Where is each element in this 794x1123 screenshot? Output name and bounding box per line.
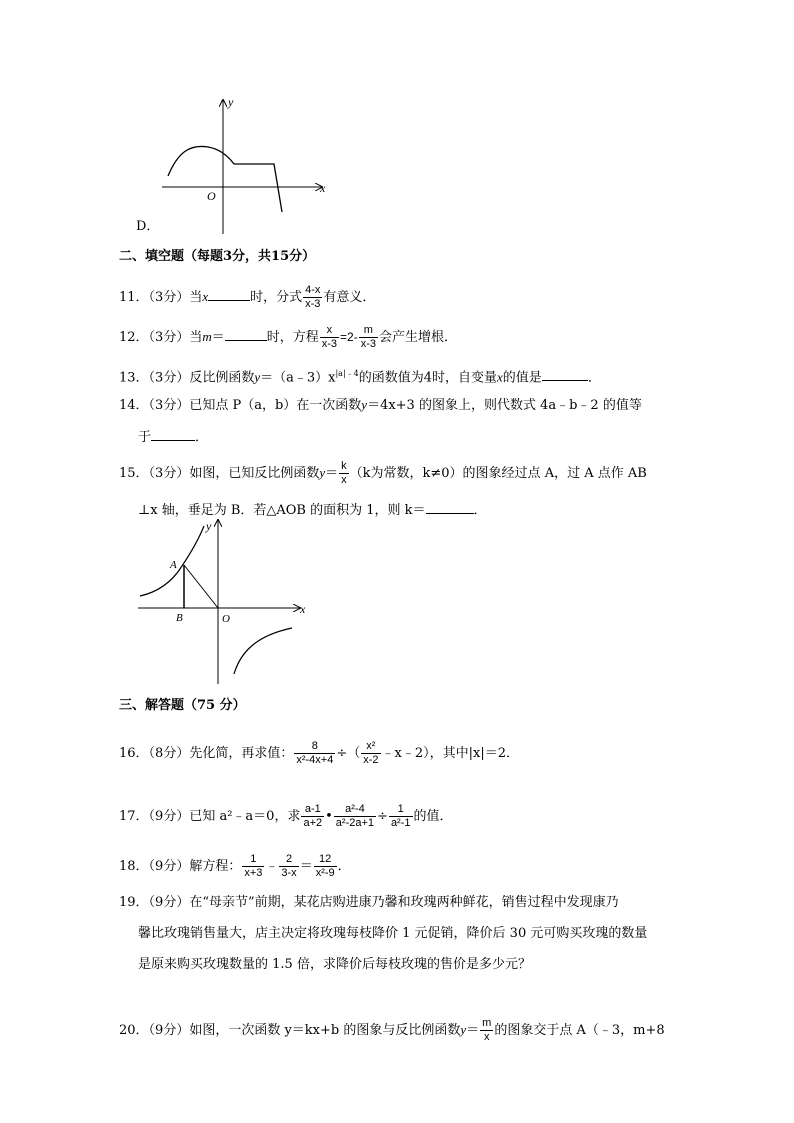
y-axis-label: y — [206, 519, 212, 533]
answer-blank[interactable] — [151, 427, 195, 441]
y-axis-label: y — [228, 95, 234, 109]
fraction: $\frac{x}{x-3}$ — [321, 324, 338, 350]
x-axis-label: x — [320, 181, 326, 195]
question-19: 19．（9分）在“母亲节”前期，某花店购进康乃馨和玫瑰两种鲜花，销售过程中发现康乃 — [119, 895, 619, 910]
curve-d — [168, 146, 282, 212]
section-title: 二、填空题（每题3分，共15分） — [119, 249, 316, 264]
answer-blank[interactable] — [426, 500, 474, 514]
origin-label: O — [222, 613, 230, 625]
point-b-label: B — [176, 612, 183, 624]
hyperbola-branch-right — [234, 628, 292, 674]
question-15: 15．（3分）如图，已知反比例函数y＝ $\frac{k}{x}$ （k为常数，k≠0）的图象经过点 A，过 A 点作 AB — [119, 460, 647, 486]
fraction: $\frac{8}{\text{x²-4x+4}}$ — [296, 740, 334, 766]
origin-label: O — [207, 189, 216, 203]
segment-ao — [184, 565, 218, 608]
question-15-line2: ⊥x 轴，垂足为 B．若△AOB 的面积为 1，则 k＝ ． — [138, 500, 487, 520]
question-11: 11．（3分）当x 时，分式 $\frac{4-x}{x-3}$ 有意义． — [119, 284, 376, 310]
question-12: 12．（3分）当m＝ 时，方程 $\frac{x}{x-3}$ =2- $\frac{m}{x-3}$ 会产生增根． — [119, 324, 458, 350]
point-a-label: A — [170, 559, 177, 571]
question-13: 13．（3分）反比例函数$y=(a﹣3)x^{|a|﹣4}$的函数值为4时，自变量x的值是 ． — [119, 369, 601, 386]
graph-15 — [134, 516, 314, 688]
fraction: $\frac{1}{\text{a²-1}}$ — [390, 803, 411, 829]
section-title: 三、解答题（75 分） — [119, 698, 246, 713]
question-17: 17．（9分）已知 a²﹣a＝0，求 $\frac{a-1}{a+2}$ • $\frac{\text{a²-4}}{\text{a²-2a+1}}$ ÷ $\frac{1}{\text{a²-1}}$ 的值． — [119, 803, 453, 829]
question-14: 14．（3分）已知点 P（a，b）在一次函数y＝4x+3 的图象上，则代数式 4a﹣b﹣2 的值等 — [119, 397, 642, 413]
x-axis-label: x — [300, 602, 306, 616]
answer-blank[interactable] — [542, 367, 588, 381]
question-16: 16．（8分）先化简，再求值： $\frac{8}{\text{x²-4x+4}}$ ÷（ $\frac{\text{x²}}{x-2}$ ﹣x﹣2），其中|x|＝2． — [119, 740, 519, 766]
question-19-line2: 馨比玫瑰销售量大，店主决定将玫瑰每枝降价 1 元促销，降价后 30 元可购买玫瑰的数量 — [138, 926, 648, 941]
question-14-line2: 于 ． — [138, 427, 208, 447]
option-d-label: D． — [136, 219, 160, 234]
question-18: 18．（9分）解方程： $\frac{1}{x+3}$ ﹣ $\frac{2}{3-x}$ ＝ $\frac{12}{\text{x²-9}}$ ． — [119, 853, 351, 879]
fraction: $\frac{\text{a²-4}}{\text{a²-2a+1}}$ — [335, 803, 375, 829]
graph-d — [150, 92, 340, 240]
answer-blank[interactable] — [225, 327, 267, 341]
question-19-line3: 是原来购买玫瑰数量的 1.5 倍，求降价后每枝玫瑰的售价是多少元？ — [138, 957, 531, 972]
fraction: $\frac{12}{\text{x²-9}}$ — [315, 853, 335, 879]
fraction: $\frac{a-1}{a+2}$ — [303, 803, 323, 829]
fraction: $\frac{1}{x+3}$ — [244, 853, 263, 879]
fraction: $\frac{4-x}{x-3}$ — [305, 284, 321, 310]
fraction: $\frac{\text{x²}}{x-2}$ — [363, 740, 379, 766]
question-20: 20．（9分）如图，一次函数 y＝kx+b 的图象与反比例函数y＝ $\frac{m}{x}$ 的图象交于点 A（﹣3，m+8 — [119, 1017, 665, 1043]
fraction: $\frac{m}{x-3}$ — [360, 324, 377, 350]
fraction: $\frac{k}{x}$ — [341, 460, 347, 486]
answer-blank[interactable] — [208, 287, 250, 301]
fraction: $\frac{m}{x}$ — [482, 1017, 492, 1043]
fraction: $\frac{2}{3-x}$ — [281, 853, 297, 879]
